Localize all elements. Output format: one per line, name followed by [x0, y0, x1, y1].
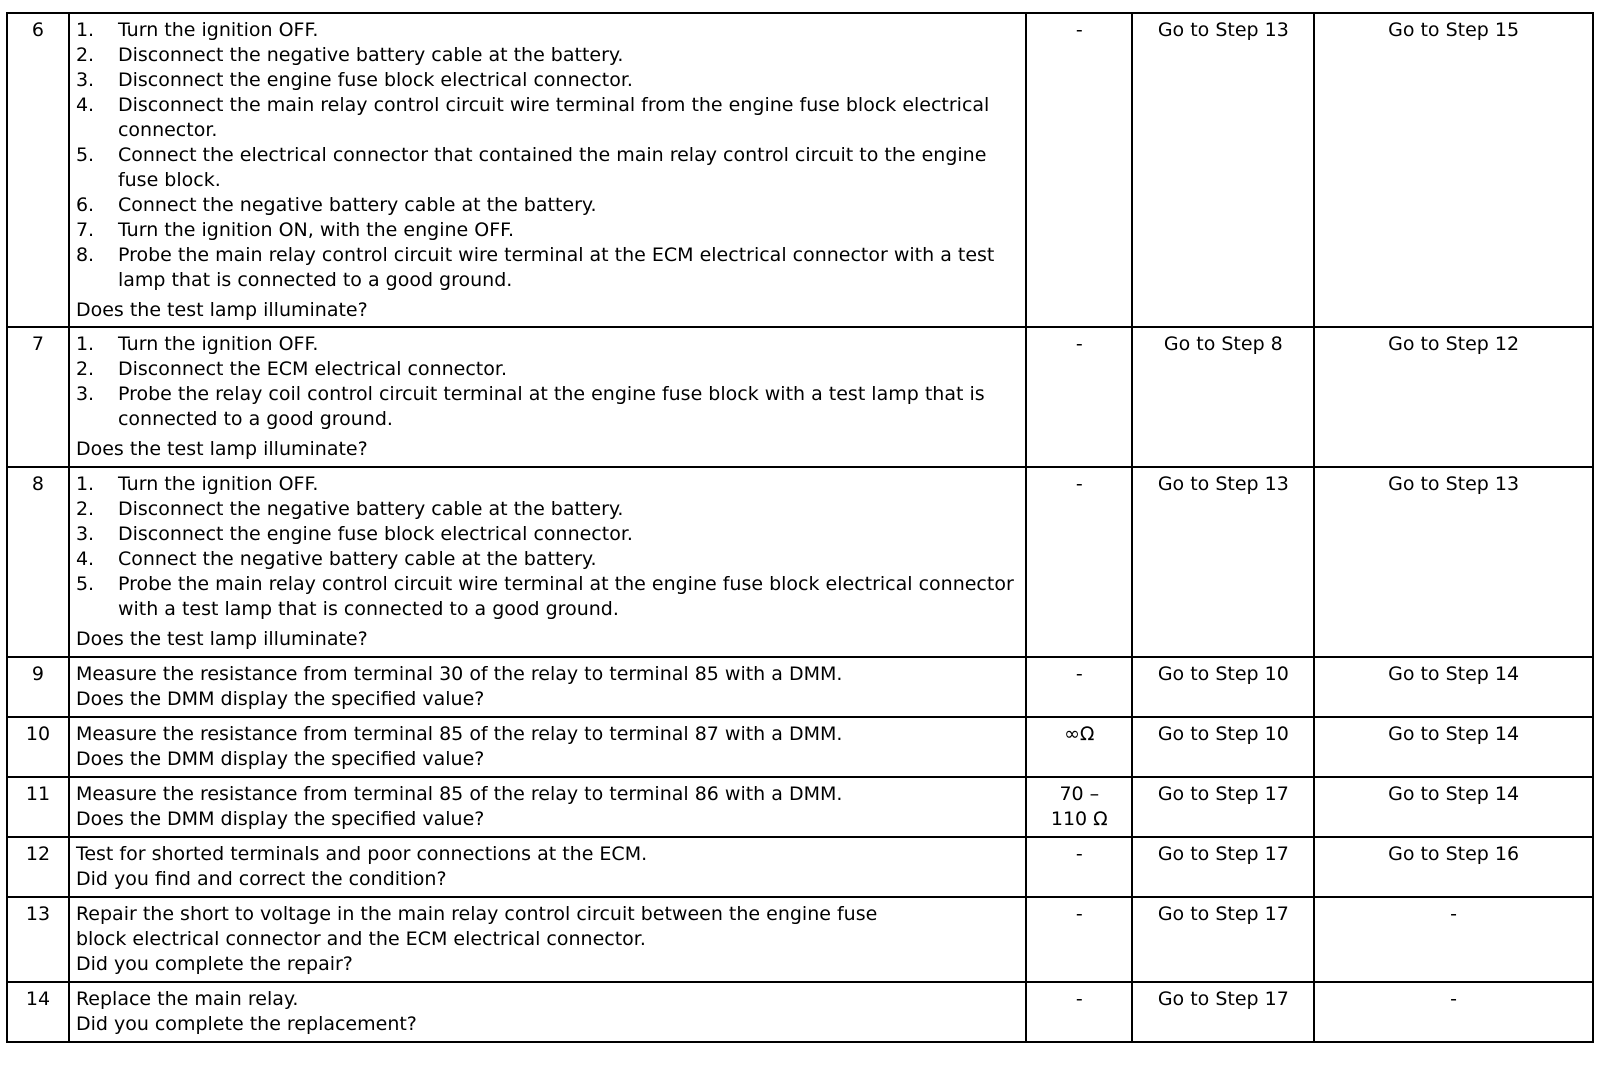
action-text: Probe the main relay control circuit wire terminal at the ECM electrical connector with a test lamp that is connected to a good ground. — [117, 244, 995, 291]
step-number: 10 — [7, 717, 69, 777]
table-row-step-11 — [7, 777, 1593, 837]
table-row-step-10 — [7, 717, 1593, 777]
no-cell: Go to Step 14 — [1314, 657, 1593, 717]
table-row-step-14 — [7, 982, 1593, 1042]
yes-cell: Go to Step 8 — [1132, 327, 1314, 467]
value-cell: - — [1026, 327, 1132, 467]
action-number: 4. — [75, 548, 95, 570]
action-list — [76, 18, 1019, 293]
action-number: 2. — [75, 498, 95, 520]
question-text: Does the test lamp illuminate? — [75, 628, 368, 650]
no-cell: Go to Step 16 — [1314, 837, 1593, 897]
action-text: Disconnect the ECM electrical connector. — [117, 358, 507, 380]
action-text: Disconnect the negative battery cable at the battery. — [117, 44, 624, 66]
value-cell: - — [1026, 982, 1132, 1042]
yes-cell: Go to Step 13 — [1132, 467, 1314, 657]
no-cell: Go to Step 12 — [1314, 327, 1593, 467]
action-text: Disconnect the negative battery cable at the battery. — [117, 498, 624, 520]
diagnostic-table-body — [7, 13, 1593, 1042]
action-number: 5. — [75, 573, 95, 595]
action-item — [76, 497, 1019, 522]
question-line: Does the DMM display the specified value? — [75, 748, 485, 770]
action-number: 2. — [75, 44, 95, 66]
no-cell: - — [1314, 982, 1593, 1042]
step-number: 9 — [7, 657, 69, 717]
action-line: block electrical connector and the ECM electrical connector. — [75, 928, 646, 950]
table-row-step-12 — [7, 837, 1593, 897]
action-text: Turn the ignition OFF. — [117, 473, 319, 495]
value-cell: - — [1026, 897, 1132, 982]
action-number: 1. — [75, 19, 95, 41]
action-item — [76, 193, 1019, 218]
action-line: Test for shorted terminals and poor connections at the ECM. — [75, 843, 648, 865]
action-text: Turn the ignition OFF. — [117, 19, 319, 41]
action-number: 4. — [75, 94, 95, 116]
action-text: Disconnect the engine fuse block electrical connector. — [117, 69, 633, 91]
question-line: Did you find and correct the condition? — [75, 868, 447, 890]
value-line: 70 – — [1059, 783, 1100, 805]
action-item — [76, 572, 1019, 622]
action-cell — [69, 777, 1026, 837]
table-row-step-7 — [7, 327, 1593, 467]
no-cell: Go to Step 15 — [1314, 13, 1593, 327]
table-row-step-6 — [7, 13, 1593, 327]
action-text: Connect the electrical connector that contained the main relay control circuit to the engine fuse block. — [117, 144, 987, 191]
action-cell — [69, 327, 1026, 467]
step-number: 12 — [7, 837, 69, 897]
no-cell: Go to Step 14 — [1314, 777, 1593, 837]
value-cell — [1026, 777, 1132, 837]
step-number: 13 — [7, 897, 69, 982]
diagnostic-steps-table — [6, 12, 1594, 1043]
value-cell: - — [1026, 467, 1132, 657]
question-line: Did you complete the repair? — [75, 953, 353, 975]
no-cell: - — [1314, 897, 1593, 982]
yes-cell: Go to Step 17 — [1132, 837, 1314, 897]
value-line: 110 Ω — [1050, 808, 1108, 830]
table-row-step-13 — [7, 897, 1593, 982]
action-cell — [69, 897, 1026, 982]
yes-cell: Go to Step 10 — [1132, 717, 1314, 777]
action-text: Connect the negative battery cable at the battery. — [117, 548, 597, 570]
action-line: Repair the short to voltage in the main relay control circuit between the engine fuse — [75, 903, 878, 925]
action-number: 7. — [75, 219, 95, 241]
action-number: 1. — [75, 333, 95, 355]
no-cell: Go to Step 13 — [1314, 467, 1593, 657]
action-item — [76, 93, 1019, 143]
action-item — [76, 522, 1019, 547]
action-cell — [69, 467, 1026, 657]
action-list — [76, 332, 1019, 432]
action-text: Connect the negative battery cable at the battery. — [117, 194, 597, 216]
action-text: Disconnect the main relay control circuit wire terminal from the engine fuse block electrical connector. — [117, 94, 990, 141]
no-cell: Go to Step 14 — [1314, 717, 1593, 777]
value-cell: - — [1026, 13, 1132, 327]
action-number: 2. — [75, 358, 95, 380]
yes-cell: Go to Step 17 — [1132, 777, 1314, 837]
table-row-step-8 — [7, 467, 1593, 657]
action-text: Disconnect the engine fuse block electrical connector. — [117, 523, 633, 545]
action-number: 1. — [75, 473, 95, 495]
action-item — [76, 332, 1019, 357]
action-item — [76, 472, 1019, 497]
question-text: Does the test lamp illuminate? — [75, 299, 368, 321]
action-item — [76, 68, 1019, 93]
yes-cell: Go to Step 13 — [1132, 13, 1314, 327]
action-line: Replace the main relay. — [75, 988, 299, 1010]
action-cell — [69, 982, 1026, 1042]
action-number: 6. — [75, 194, 95, 216]
action-cell — [69, 717, 1026, 777]
yes-cell: Go to Step 10 — [1132, 657, 1314, 717]
question-line: Does the DMM display the specified value? — [75, 688, 485, 710]
action-item — [76, 547, 1019, 572]
action-number: 3. — [75, 383, 95, 405]
action-line: Measure the resistance from terminal 85 of the relay to terminal 86 with a DMM. — [75, 783, 843, 805]
action-item — [76, 218, 1019, 243]
action-cell — [69, 837, 1026, 897]
action-line: Measure the resistance from terminal 30 of the relay to terminal 85 with a DMM. — [75, 663, 843, 685]
question-text: Does the test lamp illuminate? — [75, 438, 368, 460]
action-number: 3. — [75, 69, 95, 91]
yes-cell: Go to Step 17 — [1132, 982, 1314, 1042]
value-cell: ∞Ω — [1026, 717, 1132, 777]
action-item — [76, 357, 1019, 382]
action-number: 3. — [75, 523, 95, 545]
step-number: 8 — [7, 467, 69, 657]
action-item — [76, 18, 1019, 43]
diagnostic-table-container — [6, 12, 1594, 1043]
action-item — [76, 243, 1019, 293]
yes-cell: Go to Step 17 — [1132, 897, 1314, 982]
action-number: 8. — [75, 244, 95, 266]
action-text: Probe the main relay control circuit wire terminal at the engine fuse block electrical connector with a test lamp that is connected to a good ground. — [117, 573, 1014, 620]
step-number: 11 — [7, 777, 69, 837]
step-number: 6 — [7, 13, 69, 327]
action-text: Probe the relay coil control circuit terminal at the engine fuse block with a test lamp that is connected to a good ground. — [117, 383, 985, 430]
question-line: Did you complete the replacement? — [75, 1013, 417, 1035]
table-row-step-9 — [7, 657, 1593, 717]
step-number: 7 — [7, 327, 69, 467]
step-number: 14 — [7, 982, 69, 1042]
question-line: Does the DMM display the specified value? — [75, 808, 485, 830]
value-cell: - — [1026, 657, 1132, 717]
action-item — [76, 43, 1019, 68]
action-number: 5. — [75, 144, 95, 166]
action-line: Measure the resistance from terminal 85 of the relay to terminal 87 with a DMM. — [75, 723, 843, 745]
action-cell — [69, 657, 1026, 717]
value-cell: - — [1026, 837, 1132, 897]
action-list — [76, 472, 1019, 622]
action-text: Turn the ignition ON, with the engine OFF. — [117, 219, 515, 241]
action-item — [76, 382, 1019, 432]
action-item — [76, 143, 1019, 193]
action-text: Turn the ignition OFF. — [117, 333, 319, 355]
action-cell — [69, 13, 1026, 327]
